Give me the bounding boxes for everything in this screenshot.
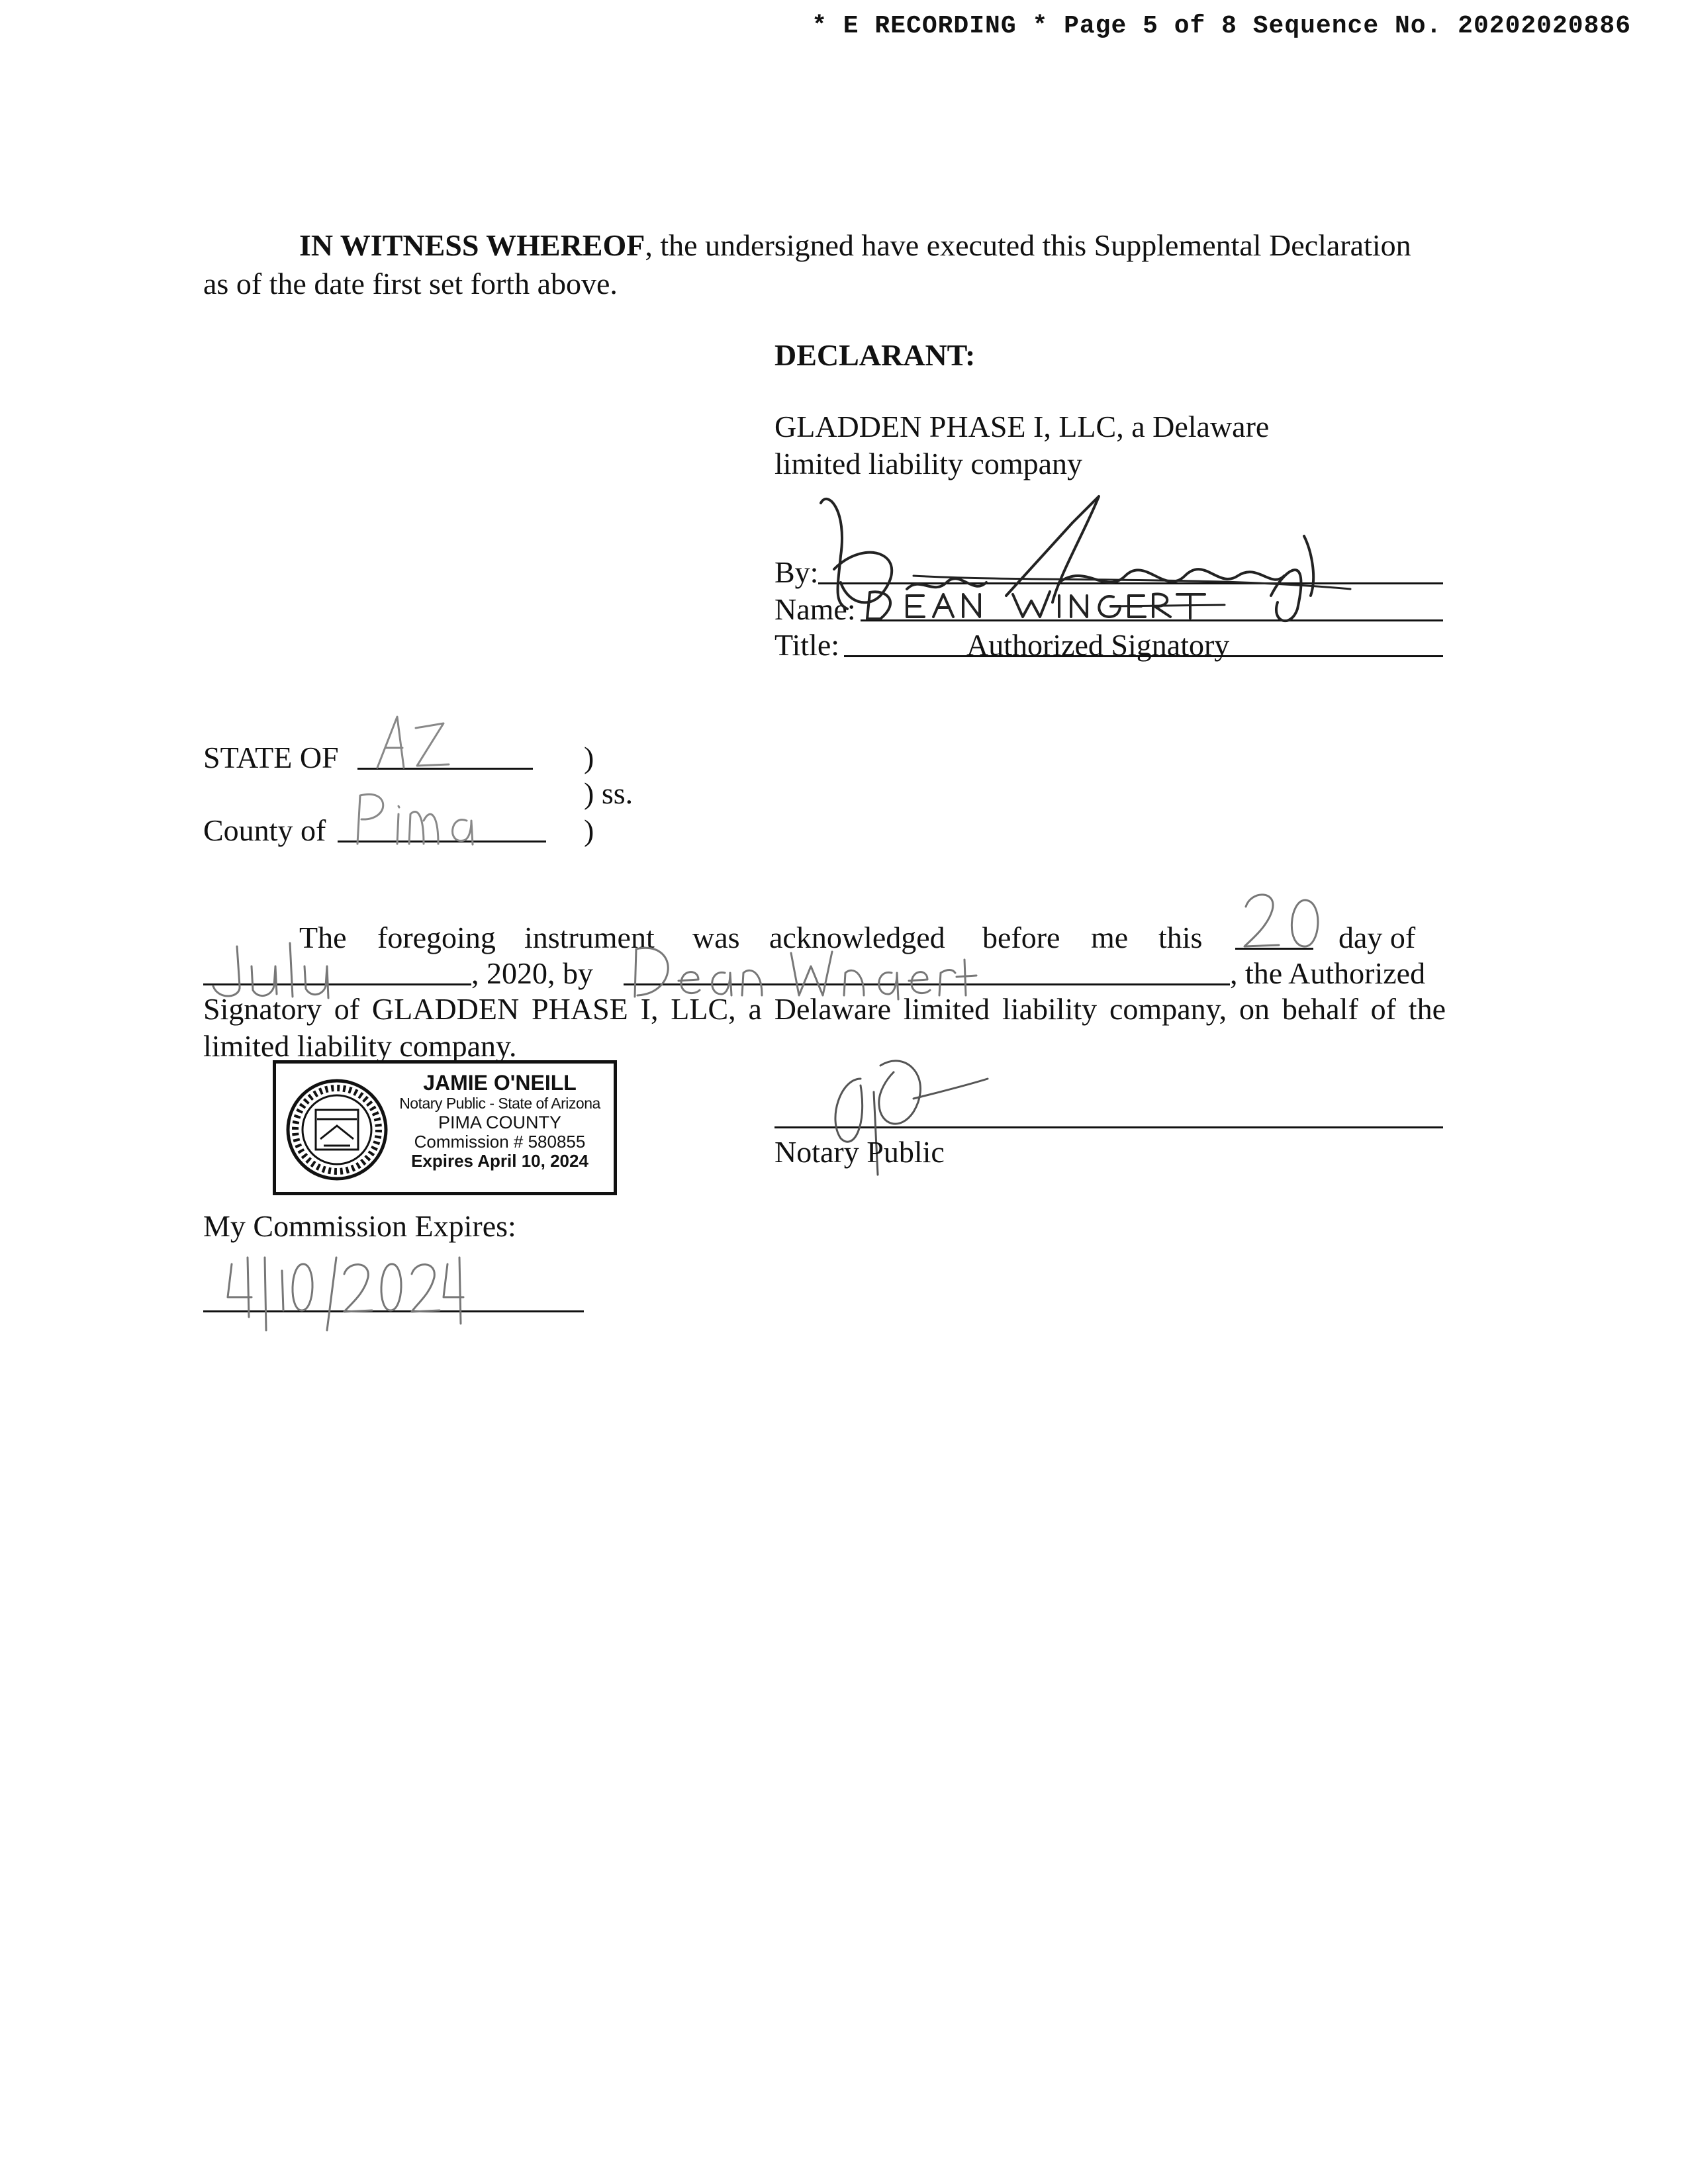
recording-header: * E RECORDING * Page 5 of 8 Sequence No. 20202020886 [812, 12, 1631, 40]
by-label: By: [774, 555, 819, 589]
declarant-entity-line-2: limited liability company [774, 447, 1083, 480]
venue-paren-open: ) [584, 741, 594, 774]
ack-the: The [299, 921, 347, 954]
declarant-entity-line-1: GLADDEN PHASE I, LLC, a Delaware [774, 410, 1270, 443]
title-label: Title: [774, 628, 840, 662]
county-label: County of [203, 813, 326, 847]
ack-acknowledged: acknowledged [769, 921, 945, 954]
handwritten-printed-name [861, 582, 1244, 629]
signer-handwritten [626, 940, 983, 999]
state-label: STATE OF [203, 741, 339, 774]
county-handwritten [351, 788, 483, 847]
witness-line-1 [299, 230, 1411, 261]
witness-line-1-text: , the undersigned have executed this Supplemental Declaration [645, 228, 1411, 262]
commission-expires-handwritten [218, 1251, 463, 1337]
notary-stamp [273, 1060, 617, 1195]
notary-public-label: Notary Public [774, 1135, 945, 1169]
stamp-expires: Expires April 10, 2024 [411, 1150, 588, 1171]
month-handwritten [205, 940, 364, 999]
name-label: Name: [774, 592, 856, 626]
ack-after-signer: , the Authorized [1230, 956, 1426, 990]
ack-line-3: Signatory of GLADDEN PHASE I, LLC, a Delaware limited liability company, on behalf of the [203, 992, 1446, 1026]
ack-was: was [692, 921, 740, 954]
venue-paren-ss: ) ss. [584, 776, 633, 810]
ack-line-4: limited liability company. [203, 1029, 517, 1063]
commission-expires-label: My Commission Expires: [203, 1209, 516, 1243]
stamp-title: Notary Public - State of Arizona [399, 1094, 600, 1112]
stamp-text-block [387, 1071, 612, 1171]
arizona-seal-icon [284, 1073, 390, 1185]
venue-paren-close: ) [584, 813, 594, 847]
witness-bold-lead: IN WITNESS WHEREOF [299, 228, 645, 262]
ack-before: before [982, 921, 1060, 954]
ack-foregoing: foregoing [377, 921, 496, 954]
ack-year: , 2020, by [471, 956, 593, 990]
stamp-name: JAMIE O'NEILL [423, 1071, 577, 1095]
title-value: Authorized Signatory [966, 628, 1230, 662]
ack-me: me [1091, 921, 1129, 954]
state-handwritten [371, 711, 463, 771]
stamp-county: PIMA COUNTY [438, 1112, 562, 1132]
day-handwritten [1238, 887, 1331, 950]
ack-this: this [1158, 921, 1203, 954]
witness-line-2: as of the date first set forth above. [203, 267, 618, 300]
declarant-heading: DECLARANT: [774, 338, 976, 372]
stamp-commission: Commission # 580855 [414, 1131, 586, 1152]
ack-day-of: day of [1338, 921, 1416, 954]
ack-instrument: instrument [524, 921, 655, 954]
